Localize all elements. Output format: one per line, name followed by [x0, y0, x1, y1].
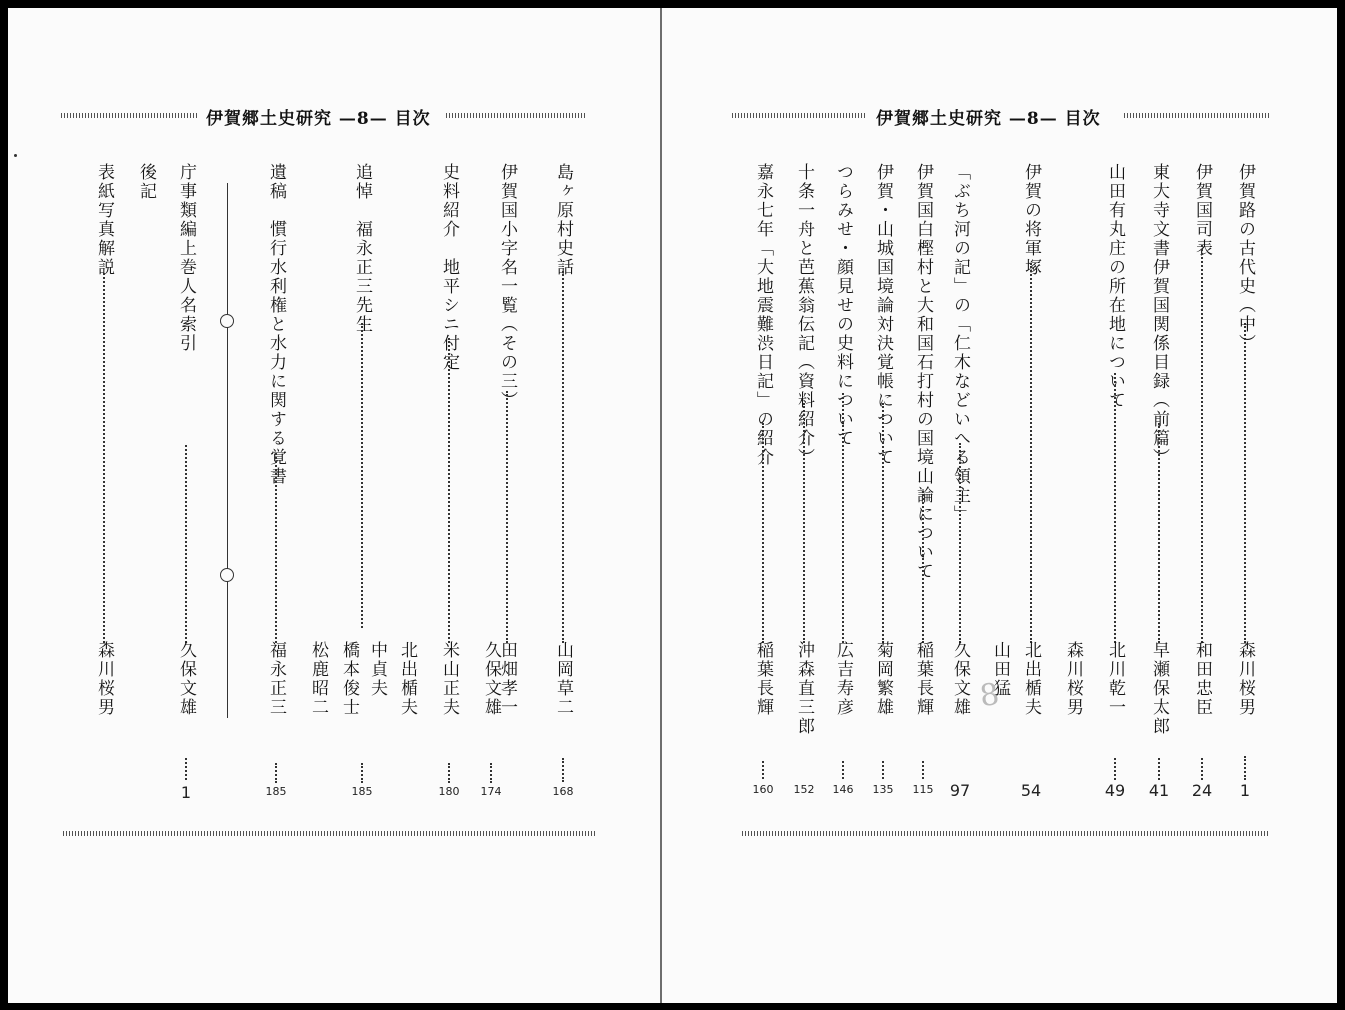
page-number: 152 [793, 783, 815, 796]
page-number: 135 [872, 783, 894, 796]
leader-dots [922, 761, 924, 779]
toc-entry [1017, 163, 1045, 813]
entry-author: 橋本俊士 [339, 641, 359, 717]
leader-dots [562, 758, 564, 782]
entry-title: 庁事類編上巻人名索引 [176, 163, 196, 353]
page-number: 1 [1239, 781, 1251, 800]
entry-title: 伊賀の将軍塚 [1021, 163, 1041, 277]
entry-author: 稲葉長輝 [913, 641, 933, 717]
header-rule-left [61, 113, 198, 118]
entry-author: 沖森直三郎 [794, 641, 814, 736]
leader-dots [448, 763, 450, 783]
page-header-left: 伊賀郷土史研究 —8— 目次 [206, 109, 431, 129]
entry-title: 十条一舟と芭蕉翁伝記（資料紹介） [794, 163, 814, 467]
toc-entry [986, 163, 1014, 813]
page-number: 54 [1020, 781, 1042, 800]
toc-entry [829, 163, 857, 813]
entry-author: 久保文雄 [950, 641, 970, 717]
toc-entry [172, 163, 200, 813]
entry-author: 森川桜男 [1235, 641, 1255, 717]
toc-entry [348, 163, 376, 813]
page-number: 174 [480, 785, 502, 798]
toc-entry [790, 163, 818, 813]
entry-author: 山岡草二 [553, 641, 573, 717]
leader-dots [842, 393, 844, 643]
header-rule-left [732, 113, 867, 118]
entry-title: 史料紹介 地平シニ付定 [439, 163, 459, 372]
entry-title: 表紙写真解説 [94, 163, 114, 277]
entry-author: 森川桜男 [94, 641, 114, 717]
leader-dots [1244, 756, 1246, 780]
leader-dots [562, 271, 564, 643]
entry-title: 「ぶち河の記」の「仁木などいへる領主」 [950, 163, 970, 524]
entry-title: 伊賀路の古代史（中） [1235, 163, 1255, 353]
leader-dots [490, 763, 492, 783]
toc-entry [393, 163, 421, 813]
toc-entry [132, 163, 160, 813]
entry-author: 田畑孝一 [497, 641, 517, 717]
leader-dots [1114, 758, 1116, 780]
page-number: 185 [265, 785, 287, 798]
left-page [8, 8, 661, 1003]
entry-title: 伊賀国白樫村と大和国石打村の国境山論について [913, 163, 933, 581]
leader-dots [275, 453, 277, 643]
page-number: 185 [351, 785, 373, 798]
leader-dots [1158, 423, 1160, 643]
ink-speck [14, 154, 17, 157]
toc-entry [1188, 163, 1216, 813]
entry-author: 広吉寿彦 [833, 641, 853, 717]
footer-rule [63, 831, 596, 836]
entry-title: つらみせ・顔見せの史料について [833, 163, 853, 448]
leader-dots [1158, 758, 1160, 780]
leader-dots [275, 763, 277, 783]
leader-dots [882, 403, 884, 643]
leader-dots [762, 423, 764, 643]
entry-author: 米山正夫 [439, 641, 459, 717]
leader-dots [842, 761, 844, 779]
page-number: 160 [752, 783, 774, 796]
entry-author: 菊岡繁雄 [873, 641, 893, 717]
entry-title: 追悼 福永正三先生 [352, 163, 372, 334]
leader-dots [1201, 758, 1203, 780]
entry-author: 中貞夫 [367, 641, 387, 698]
leader-dots [185, 445, 187, 643]
leader-dots [803, 403, 805, 643]
page-number: 1 [180, 783, 192, 802]
leader-dots [1201, 245, 1203, 643]
entry-author: 久保文雄 [176, 641, 196, 717]
footer-rule [742, 831, 1270, 836]
entry-author: 久保文雄 [481, 641, 501, 717]
page-number: 115 [912, 783, 934, 796]
entry-author: 福永正三 [266, 641, 286, 717]
divider-circle [220, 568, 234, 582]
entry-author: 和田忠臣 [1192, 641, 1212, 717]
toc-entry [435, 163, 463, 813]
entry-title: 伊賀国司表 [1192, 163, 1212, 258]
entry-author: 森川桜男 [1063, 641, 1083, 717]
entry-title: 伊賀・山城国境論対決覚帳について [873, 163, 893, 467]
toc-entry [304, 163, 332, 813]
toc-entry [869, 163, 897, 813]
entry-author: 松鹿昭二 [308, 641, 328, 717]
entry-title: 後記 [136, 163, 156, 201]
section-divider-line [227, 183, 228, 718]
page-number: 180 [438, 785, 460, 798]
entry-author: 山田猛 [990, 641, 1010, 698]
page-number: 41 [1148, 781, 1170, 800]
page-number: 146 [832, 783, 854, 796]
toc-entry [946, 163, 974, 813]
pencil-mark: 8 [977, 676, 1002, 715]
right-page [662, 8, 1337, 1003]
entry-title: 遺稿 慣行水利権と水力に関する覚書 [266, 163, 286, 486]
page-number: 24 [1191, 781, 1213, 800]
leader-dots [103, 273, 105, 643]
entry-title: 東大寺文書伊賀国関係目録（前篇） [1149, 163, 1169, 467]
leader-dots [922, 491, 924, 643]
toc-entry [1145, 163, 1173, 813]
toc-entry [90, 163, 118, 813]
header-rule-right [446, 113, 586, 118]
entry-author: 早瀬保太郎 [1149, 641, 1169, 736]
page-number: 168 [552, 785, 574, 798]
leader-dots [448, 338, 450, 643]
page-header-right: 伊賀郷土史研究 —8— 目次 [876, 109, 1101, 129]
leader-dots [506, 391, 508, 643]
toc-entry [1059, 163, 1087, 813]
toc-entry [477, 163, 505, 813]
header-rule-right [1124, 113, 1269, 118]
toc-entry [1101, 163, 1129, 813]
entry-author: 稲葉長輝 [753, 641, 773, 717]
leader-dots [185, 758, 187, 780]
page-number: 97 [949, 781, 971, 800]
leader-dots [361, 763, 363, 783]
leader-dots [1030, 263, 1032, 643]
entry-title: 伊賀国小字名一覧（その三） [497, 163, 517, 410]
leader-dots [1244, 323, 1246, 643]
toc-entry [549, 163, 577, 813]
leader-dots [762, 761, 764, 779]
toc-entry [909, 163, 937, 813]
toc-entry [262, 163, 290, 813]
divider-circle [220, 314, 234, 328]
entry-title: 山田有丸庄の所在地について [1105, 163, 1125, 410]
entry-author: 北出楯夫 [1021, 641, 1041, 717]
leader-dots [882, 761, 884, 779]
toc-entry [749, 163, 777, 813]
entry-title: 嘉永七年「大地震難渋日記」の紹介 [753, 163, 773, 467]
leader-dots [959, 443, 961, 643]
entry-author: 北川乾一 [1105, 641, 1125, 717]
entry-author: 北出楯夫 [397, 641, 417, 717]
toc-entry [1231, 163, 1259, 813]
leader-dots [1114, 373, 1116, 643]
page-number: 49 [1104, 781, 1126, 800]
entry-title: 島ヶ原村史話 [553, 163, 573, 277]
